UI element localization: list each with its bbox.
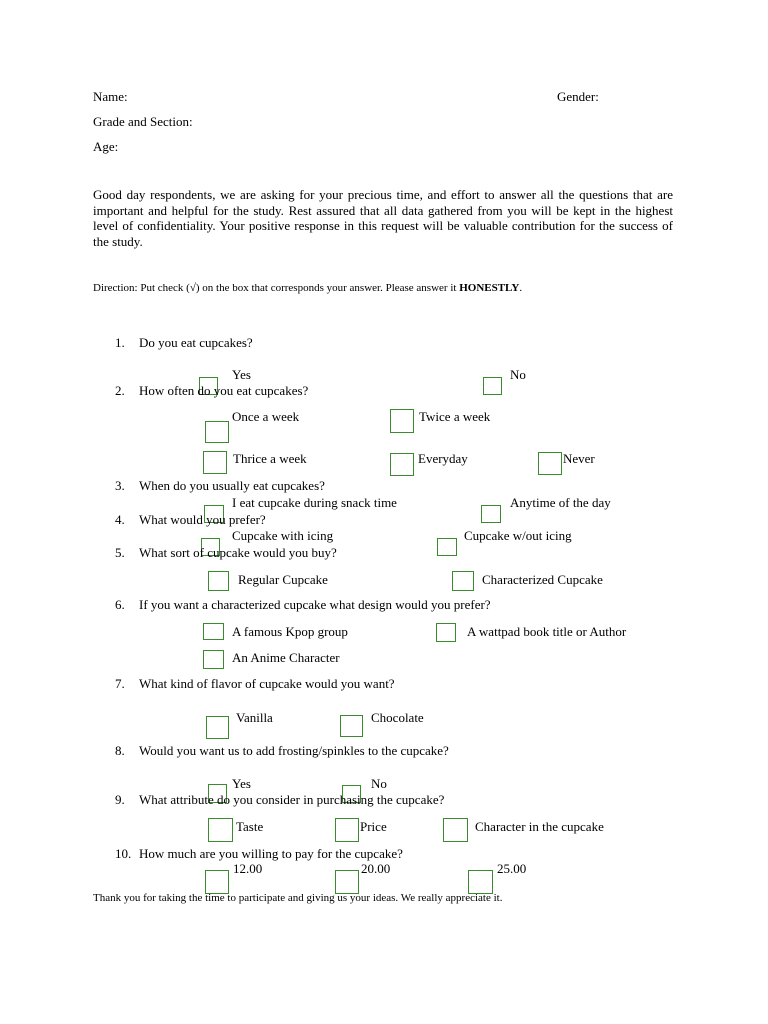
option-label: Twice a week <box>419 409 491 424</box>
checkbox-q9-price[interactable] <box>335 818 359 842</box>
question-text: What sort of cupcake would you buy? <box>139 545 337 560</box>
question-number: 9. <box>115 792 125 807</box>
option-label: No <box>371 776 387 791</box>
question-number: 2. <box>115 383 125 398</box>
checkbox-q2-everyday[interactable] <box>390 453 414 476</box>
checkbox-q5-regular[interactable] <box>208 571 229 591</box>
intro-paragraph: Good day respondents, we are asking for your precious time, and effort to answer all the questions that are important and helpful for the study. Rest assured that all data gathered from you will be kept in the highest level of confidentiality. Your positive response in this request will be valuable contribution for the success of the study. <box>93 187 673 249</box>
checkbox-q4-no-icing[interactable] <box>437 538 457 556</box>
checkbox-q7-chocolate[interactable] <box>340 715 363 737</box>
option-label: An Anime Character <box>232 650 340 665</box>
question-number: 6. <box>115 597 125 612</box>
checkbox-q2-twice[interactable] <box>390 409 414 433</box>
option-label: A wattpad book title or Author <box>467 624 627 639</box>
option-label: 25.00 <box>497 861 527 876</box>
age-label: Age: <box>93 139 119 154</box>
question-text: What attribute do you consider in purchasing the cupcake? <box>139 792 445 807</box>
checkbox-q10-25[interactable] <box>468 870 493 894</box>
checkbox-q6-anime[interactable] <box>203 650 224 669</box>
option-label: Character in the cupcake <box>475 819 604 834</box>
option-label: Anytime of the day <box>510 495 611 510</box>
question-number: 10. <box>115 846 132 861</box>
checkbox-q2-thrice[interactable] <box>203 451 227 474</box>
option-label: Thrice a week <box>233 451 307 466</box>
question-text: Would you want us to add frosting/spinkles to the cupcake? <box>139 743 449 758</box>
checkbox-q6-wattpad[interactable] <box>436 623 456 642</box>
checkbox-q7-vanilla[interactable] <box>206 716 229 739</box>
question-text: Do you eat cupcakes? <box>139 335 253 350</box>
option-label: Everyday <box>418 451 468 466</box>
question-text: How often do you eat cupcakes? <box>139 383 309 398</box>
option-label: 20.00 <box>361 861 391 876</box>
checkbox-q9-character[interactable] <box>443 818 468 842</box>
option-label: Vanilla <box>236 710 273 725</box>
checkbox-q3-anytime[interactable] <box>481 505 501 523</box>
checkbox-q5-characterized[interactable] <box>452 571 474 591</box>
question-number: 5. <box>115 545 125 560</box>
option-label: Cupcake with icing <box>232 528 334 543</box>
question-number: 1. <box>115 335 125 350</box>
direction-body: Direction: Put check (√) on the box that corresponds your answer. Please answer it <box>93 282 460 294</box>
checkbox-q10-20[interactable] <box>335 870 359 894</box>
direction-end: . <box>519 282 523 294</box>
question-text: If you want a characterized cupcake what design would you prefer? <box>139 597 491 612</box>
option-label: Price <box>360 819 387 834</box>
name-label: Name: <box>93 89 128 104</box>
direction-text <box>93 282 522 295</box>
gender-label: Gender: <box>557 89 599 104</box>
option-label: Characterized Cupcake <box>482 572 603 587</box>
option-label: Yes <box>232 776 251 791</box>
option-label: A famous Kpop group <box>232 624 348 639</box>
checkbox-q6-kpop[interactable] <box>203 623 224 640</box>
question-text: What would you prefer? <box>139 512 266 527</box>
option-label: Taste <box>236 819 264 834</box>
option-label: Regular Cupcake <box>238 572 328 587</box>
grade-section-label: Grade and Section: <box>93 114 193 129</box>
question-number: 3. <box>115 478 125 493</box>
question-text: When do you usually eat cupcakes? <box>139 478 325 493</box>
question-text: What kind of flavor of cupcake would you want? <box>139 676 395 691</box>
checkbox-q9-taste[interactable] <box>208 818 233 842</box>
question-number: 4. <box>115 512 125 527</box>
question-number: 8. <box>115 743 125 758</box>
closing-text: Thank you for taking the time to participate and giving us your ideas. We really appreciate it. <box>93 892 503 904</box>
question-number: 7. <box>115 676 125 691</box>
option-label: Once a week <box>232 409 300 424</box>
option-label: I eat cupcake during snack time <box>232 495 397 510</box>
question-text: How much are you willing to pay for the cupcake? <box>139 846 403 861</box>
option-label: Chocolate <box>371 710 424 725</box>
checkbox-q2-once[interactable] <box>205 421 229 443</box>
checkbox-q1-no[interactable] <box>483 377 502 395</box>
checkbox-q10-12[interactable] <box>205 870 229 894</box>
direction-emphasis: HONESTLY <box>459 282 520 294</box>
option-label: Yes <box>232 367 251 382</box>
option-label: 12.00 <box>233 861 263 876</box>
option-label: Cupcake w/out icing <box>464 528 572 543</box>
option-label: Never <box>563 451 595 466</box>
option-label: No <box>510 367 526 382</box>
checkbox-q2-never[interactable] <box>538 452 562 475</box>
